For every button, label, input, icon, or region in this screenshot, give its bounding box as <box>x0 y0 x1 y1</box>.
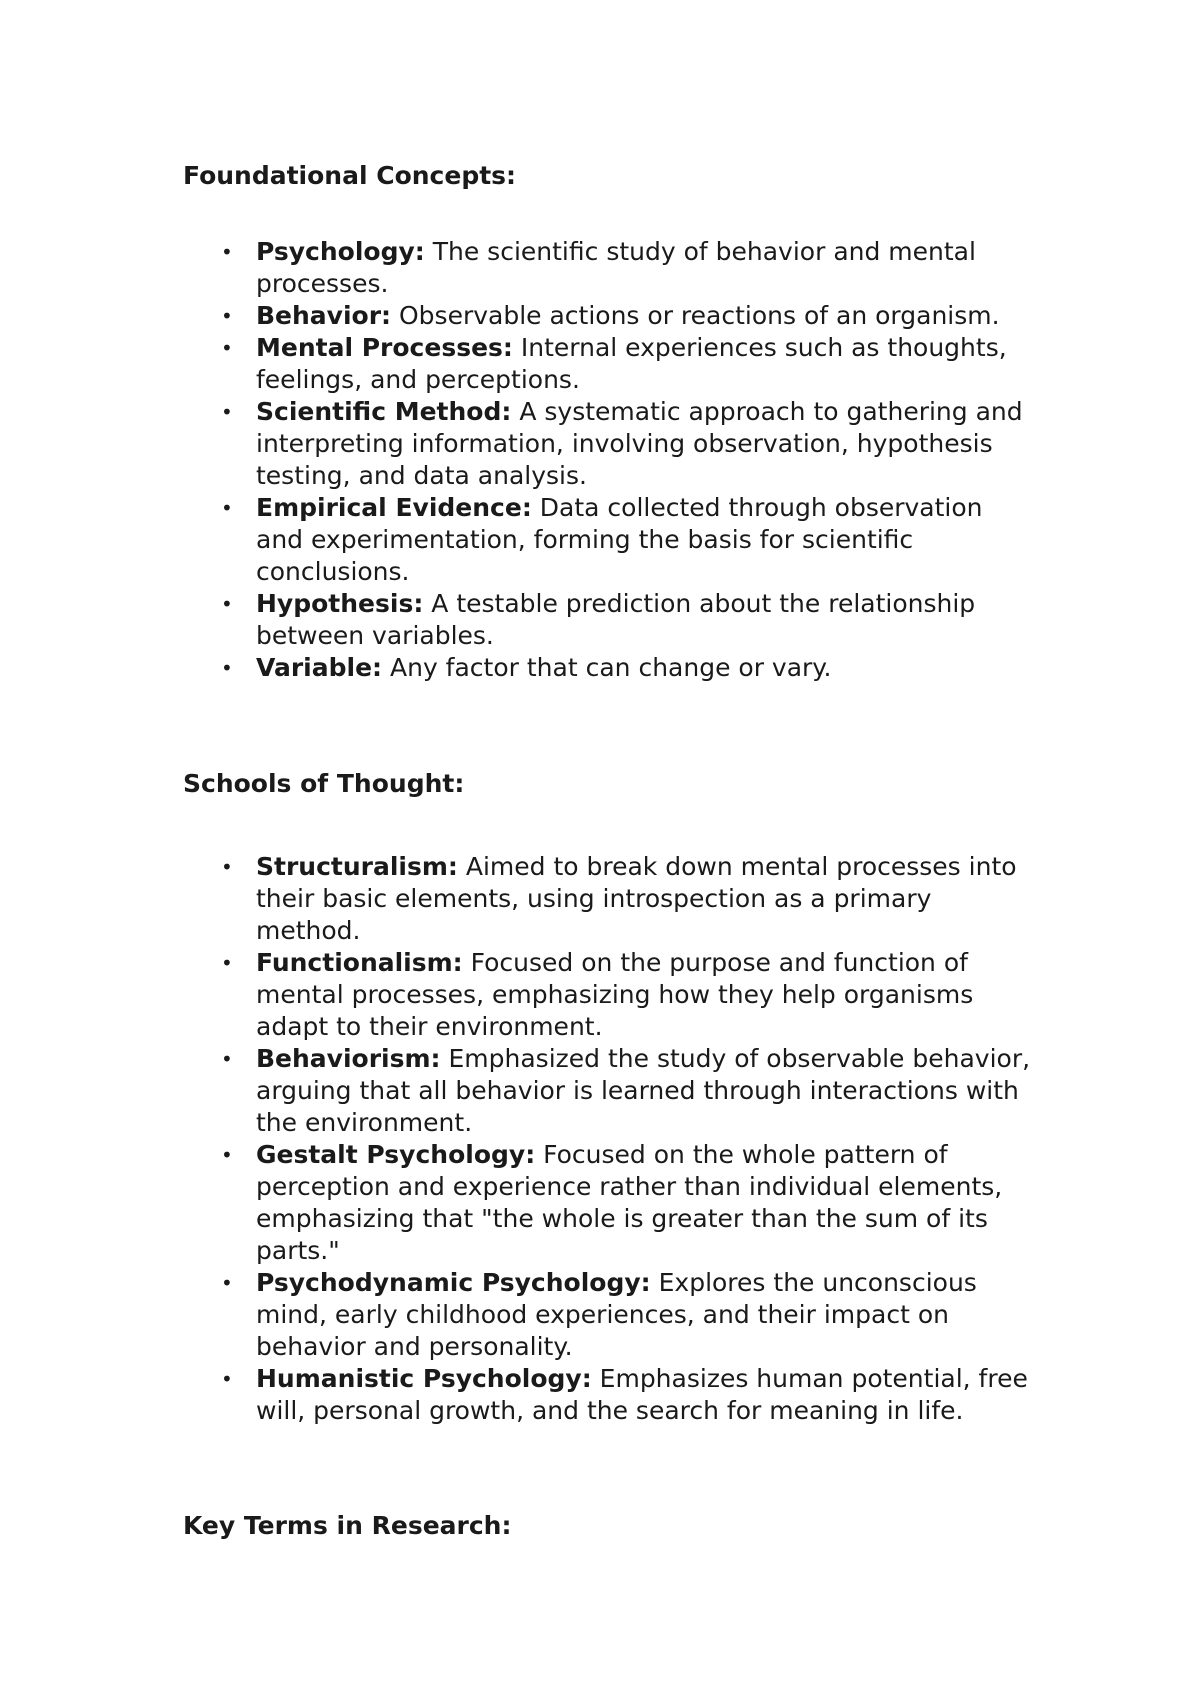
list-item <box>221 396 1036 492</box>
bullet-icon: • <box>221 855 233 879</box>
term-label: Variable: <box>256 653 383 682</box>
term-label: Empirical Evidence: <box>256 493 532 522</box>
list-item <box>221 652 1036 684</box>
list-item <box>221 332 1036 396</box>
term-label: Mental Processes: <box>256 333 513 362</box>
term-definition: A testable prediction about the relationship between variables. <box>256 589 976 650</box>
term-label: Gestalt Psychology: <box>256 1140 536 1169</box>
list-item <box>221 1043 1036 1139</box>
foundational-concepts-heading: Foundational Concepts: <box>183 161 517 190</box>
bullet-icon: • <box>221 1143 233 1167</box>
term-label: Functionalism: <box>256 948 463 977</box>
term-definition: Any factor that can change or vary. <box>382 653 832 682</box>
term-label: Psychology: <box>256 237 425 266</box>
term-definition: Aimed to break down mental processes into their basic elements, using introspection as a primary method. <box>256 852 1017 945</box>
bullet-icon: • <box>221 656 233 680</box>
bullet-icon: • <box>221 1367 233 1391</box>
term-label: Psychodynamic Psychology: <box>256 1268 651 1297</box>
term-definition: Focused on the purpose and function of mental processes, emphasizing how they help organisms adapt to their environment. <box>256 948 974 1041</box>
schools-of-thought-list <box>221 851 1036 1427</box>
list-item <box>221 236 1036 300</box>
list-item <box>221 588 1036 652</box>
term-definition: Observable actions or reactions of an organism. <box>391 301 1000 330</box>
term-definition: Explores the unconscious mind, early childhood experiences, and their impact on behavior and personality. <box>256 1268 977 1361</box>
term-label: Humanistic Psychology: <box>256 1364 592 1393</box>
foundational-concepts-list <box>221 236 1036 684</box>
list-item <box>221 947 1036 1043</box>
schools-of-thought-heading: Schools of Thought: <box>183 769 465 798</box>
term-definition: The scientific study of behavior and mental processes. <box>256 237 976 298</box>
bullet-icon: • <box>221 240 233 264</box>
list-item <box>221 851 1036 947</box>
bullet-icon: • <box>221 496 233 520</box>
term-definition: Data collected through observation and experimentation, forming the basis for scientific conclusions. <box>256 493 983 586</box>
term-label: Scientific Method: <box>256 397 512 426</box>
term-definition: Internal experiences such as thoughts, feelings, and perceptions. <box>256 333 1007 394</box>
bullet-icon: • <box>221 304 233 328</box>
key-terms-in-research-heading: Key Terms in Research: <box>183 1511 512 1540</box>
bullet-icon: • <box>221 1271 233 1295</box>
list-item <box>221 300 1036 332</box>
term-definition: A systematic approach to gathering and interpreting information, involving observation, hypothesis testing, and data analysis. <box>256 397 1023 490</box>
term-label: Structuralism: <box>256 852 458 881</box>
list-item <box>221 1139 1036 1267</box>
term-definition: Focused on the whole pattern of perception and experience rather than individual elements, emphasizing that "the whole is greater than the sum of its parts." <box>256 1140 1003 1265</box>
term-label: Behaviorism: <box>256 1044 441 1073</box>
bullet-icon: • <box>221 336 233 360</box>
term-definition: Emphasized the study of observable behavior, arguing that all behavior is learned through interactions with the environment. <box>256 1044 1031 1137</box>
term-definition: Emphasizes human potential, free will, personal growth, and the search for meaning in life. <box>256 1364 1028 1425</box>
term-label: Hypothesis: <box>256 589 424 618</box>
bullet-icon: • <box>221 951 233 975</box>
list-item <box>221 1363 1036 1427</box>
list-item <box>221 1267 1036 1363</box>
list-item <box>221 492 1036 588</box>
bullet-icon: • <box>221 592 233 616</box>
bullet-icon: • <box>221 400 233 424</box>
bullet-icon: • <box>221 1047 233 1071</box>
term-label: Behavior: <box>256 301 392 330</box>
